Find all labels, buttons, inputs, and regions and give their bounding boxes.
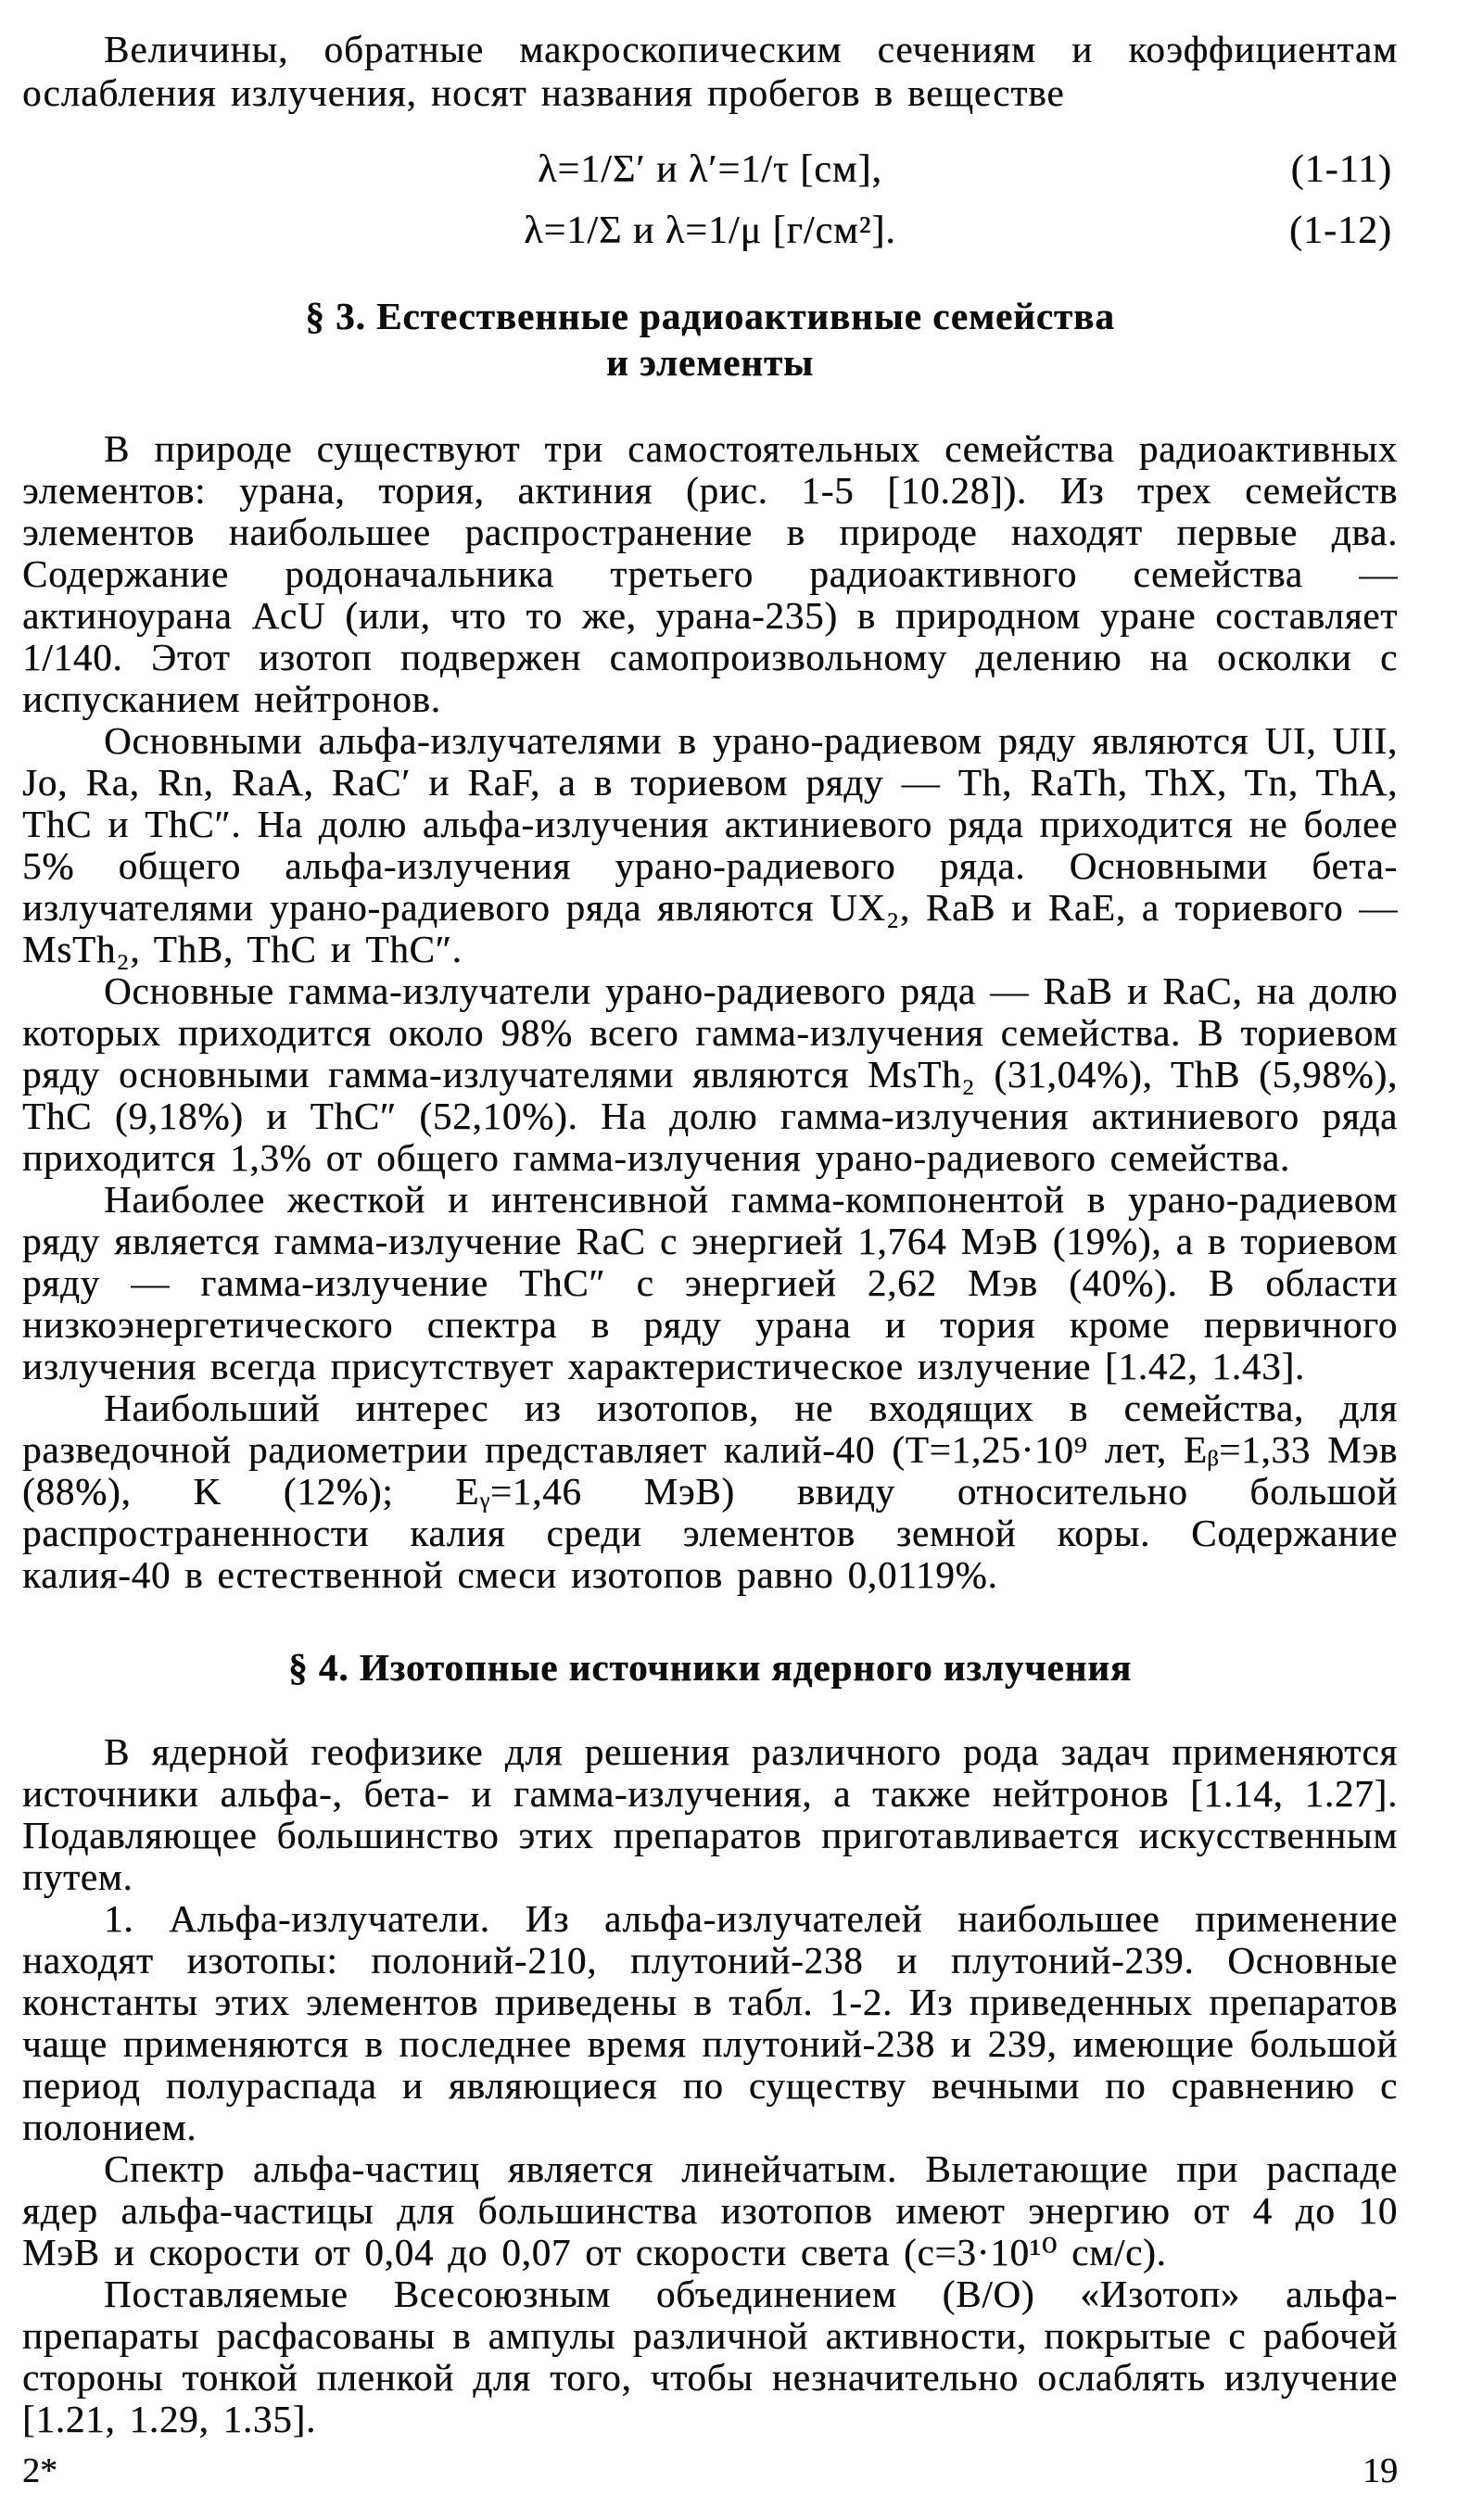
page-footer xyxy=(22,2451,1398,2490)
body-paragraph: В природе существуют три самостоятельных семейства радиоактивных элементов: урана, тория, актиния (рис. 1-5 [10.28]). Из трех семейств элементов наибольшее распространение в природе находят первые два. Содержание родоначальника третьего радиоактивного семейства — актиноурана AcU (или, что то же, урана-235) в природном уране составляет 1/140. Этот изотоп подвержен самопроизвольному делению на осколки с испусканием нейтронов. xyxy=(22,427,1398,720)
body-paragraph: Поставляемые Всесоюзным объединением (В/О) «Изотоп» альфа-препараты расфасованы в ампулы различной активности, покрытые с рабочей стороны тонкой пленкой для того, чтобы незначительно ослаблять излучение [1.21, 1.29, 1.35]. xyxy=(22,2273,1398,2440)
footer-signature-mark: 2* xyxy=(22,2451,57,2490)
body-paragraph: Основными альфа-излучателями в урано-радиевом ряду являются UI, UII, Jo, Ra, Rn, RaA, RaC′ и RaF, а в ториевом ряду — Th, RaTh, ThX, Tn, ThA, ThC и ThC″. На долю альфа-излучения актиниевого ряда приходится не более 5% общего альфа-излучения урано-радиевого ряда. Основными бета-излучателями урано-радиевого ряда являются UX₂, RaB и RaE, а ториевого — MsTh₂, ThB, ThC и ThC″. xyxy=(22,719,1398,970)
equation-number: (1-12) xyxy=(1289,209,1392,252)
body-paragraph: Наиболее жесткой и интенсивной гамма-компонентой в урано-радиевом ряду является гамма-излучение RaC с энергией 1,764 МэВ (19%), а в ториевом ряду — гамма-излучение ThC″ с энергией 2,62 Мэв (40%). В области низкоэнергетического спектра в ряду урана и тория кроме первичного излучения всегда присутствует характеристическое излучение [1.42, 1.43]. xyxy=(22,1178,1398,1387)
body-paragraph: Спектр альфа-частиц является линейчатым. Вылетающие при распаде ядер альфа-частицы для большинства изотопов имеют энергию от 4 до 10 МэВ и скорости от 0,04 до 0,07 от скорости света (c=3·10¹⁰ см/с). xyxy=(22,2147,1398,2273)
equation-formula: λ=1/Σ и λ=1/μ [г/см²]. xyxy=(524,209,896,252)
equation-block xyxy=(22,139,1398,261)
body-paragraph: В ядерной геофизике для решения различного рода задач применяются источники альфа-, бета- и гамма-излучения, а также нейтронов [1.14, 1.27]. Подавляющее большинство этих препаратов приготавливается искусственным путем. xyxy=(22,1730,1398,1898)
body-paragraph: Основные гамма-излучатели урано-радиевого ряда — RaB и RaC, на долю которых приходится около 98% всего гамма-излучения семейства. В ториевом ряду основными гамма-излучателями являются MsTh₂ (31,04%), ThB (5,98%), ThC (9,18%) и ThC″ (52,10%). На долю гамма-излучения актиниевого ряда приходится 1,3% от общего гамма-излучения урано-радиевого семейства. xyxy=(22,969,1398,1179)
section-3-heading-line-1: § 3. Естественные радиоактивные семейства xyxy=(305,295,1115,337)
body-paragraph: Наибольший интерес из изотопов, не входящих в семейства, для разведочной радиометрии представляет калий-40 (T=1,25·10⁹ лет, Eᵦ=1,33 Мэв (88%), K (12%); Eᵧ=1,46 МэВ) ввиду относительно большой распространенности калия среди элементов земной коры. Содержание калия-40 в естественной смеси изотопов равно 0,0119%. xyxy=(22,1387,1398,1596)
equation-formula: λ=1/Σ′ и λ′=1/τ [см], xyxy=(538,148,882,191)
section-3-heading xyxy=(22,293,1398,386)
body-paragraph: 1. Альфа-излучатели. Из альфа-излучателей наибольшее применение находят изотопы: полоний-210, плутоний-238 и плутоний-239. Основные константы этих элементов приведены в табл. 1-2. Из приведенных препаратов чаще применяются в последнее время плутоний-238 и 239, имеющие большой период полураспада и являющиеся по существу вечными по сравнению с полонием. xyxy=(22,1897,1398,2148)
equation-row-1-11 xyxy=(22,139,1398,200)
section-4-heading: § 4. Изотопные источники ядерного излучения xyxy=(287,1646,1133,1689)
footer-page-number: 19 xyxy=(1363,2451,1398,2490)
equation-number: (1-11) xyxy=(1290,148,1392,191)
section-3-heading-line-2: и элементы xyxy=(606,341,814,384)
equation-row-1-12 xyxy=(22,200,1398,261)
intro-paragraph: Величины, обратные макроскопическим сечениям и коэффициентам ослабления излучения, носят названия пробегов в веществе xyxy=(22,28,1398,114)
